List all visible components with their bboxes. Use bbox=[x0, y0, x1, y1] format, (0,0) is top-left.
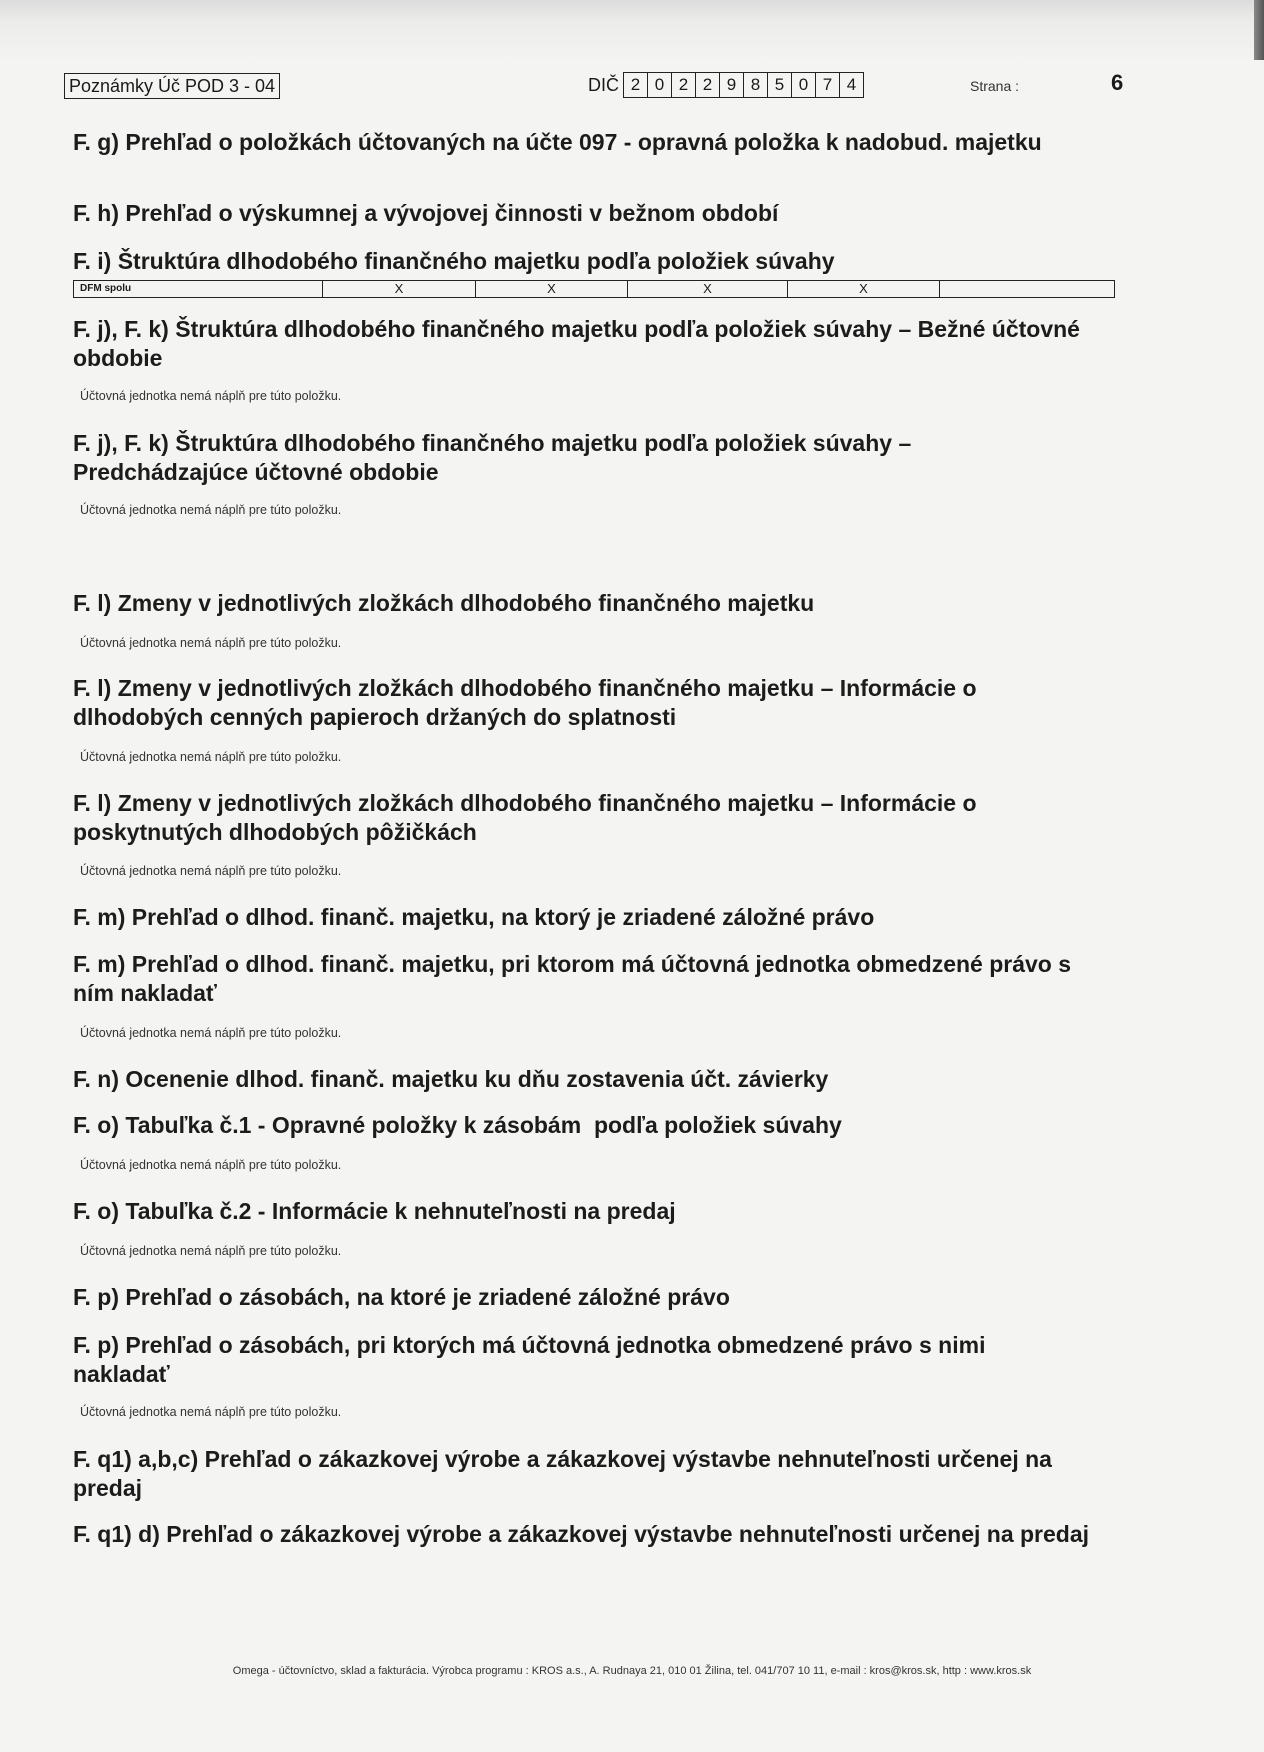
section-fp-limited-heading: F. p) Prehľad o zásobách, pri ktorých má účtovná jednotka obmedzené právo s nimi nakladať bbox=[73, 1332, 986, 1387]
tax-id-digit: 9 bbox=[720, 73, 744, 97]
section-fq1-d-heading: F. q1) d) Prehľad o zákazkovej výrobe a zákazkovej výstavbe nehnuteľnosti určenej na predaj bbox=[73, 1521, 1090, 1547]
section-fn-heading: F. n) Ocenenie dlhod. finanč. majetku ku dňu zostavenia účt. závierky bbox=[73, 1066, 829, 1092]
footer: Omega - účtovníctvo, sklad a fakturácia. Výrobca programu : KROS a.s., A. Rudnaya 21, 010 01 Žilina, tel. 041/707 10 11, e-mail : kros@kros.sk, http : www.kros.sk bbox=[232, 1665, 1032, 1677]
tax-id-digit: 2 bbox=[672, 73, 696, 97]
tax-id-label: DIČ bbox=[588, 74, 619, 95]
section-fm-limited-heading: F. m) Prehľad o dlhod. finanč. majetku, pri ktorom má účtovná jednotka obmedzené právo s ním nakladať bbox=[73, 951, 1072, 1006]
section-fm-pledge-heading: F. m) Prehľad o dlhod. finanč. majetku, na ktorý je zriadené záložné právo bbox=[73, 904, 875, 930]
empty-note: Účtovná jednotka nemá náplň pre túto položku. bbox=[80, 864, 342, 878]
section-fl-securities-heading: F. l) Zmeny v jednotlivých zložkách dlhodobého finančného majetku – Informácie o dlhodobých cenných papieroch držaných do splatnosti bbox=[73, 675, 977, 730]
page-label: Strana : bbox=[970, 78, 1020, 94]
dfm-table bbox=[73, 280, 1115, 298]
dfm-table-label: DFM spolu bbox=[74, 281, 323, 297]
tax-id-digit: 2 bbox=[624, 73, 648, 97]
tax-id-digit: 2 bbox=[696, 73, 720, 97]
section-fp-pledge-heading: F. p) Prehľad o zásobách, na ktoré je zriadené záložné právo bbox=[73, 1284, 730, 1310]
section-fl-loans-heading: F. l) Zmeny v jednotlivých zložkách dlhodobého finančného majetku – Informácie o poskytnutých dlhodobých pôžičkách bbox=[73, 790, 977, 845]
section-fq1-abc-heading: F. q1) a,b,c) Prehľad o zákazkovej výrobe a zákazkovej výstavbe nehnuteľnosti určenej na predaj bbox=[73, 1446, 1052, 1501]
empty-note: Účtovná jednotka nemá náplň pre túto položku. bbox=[80, 750, 342, 764]
empty-note: Účtovná jednotka nemá náplň pre túto položku. bbox=[80, 636, 342, 650]
dfm-table-cell: X bbox=[323, 281, 476, 297]
tax-id-digit: 0 bbox=[648, 73, 672, 97]
tax-id-digit: 0 bbox=[792, 73, 816, 97]
empty-note: Účtovná jednotka nemá náplň pre túto položku. bbox=[80, 1026, 342, 1040]
section-fo1-heading: F. o) Tabuľka č.1 - Opravné položky k zásobám podľa položiek súvahy bbox=[73, 1112, 842, 1138]
tax-id-digit: 8 bbox=[744, 73, 768, 97]
section-fjk-previous-heading: F. j), F. k) Štruktúra dlhodobého finančného majetku podľa položiek súvahy – Predchádzajúce účtovné obdobie bbox=[73, 430, 912, 485]
section-fl-heading: F. l) Zmeny v jednotlivých zložkách dlhodobého finančného majetku bbox=[73, 590, 815, 616]
empty-note: Účtovná jednotka nemá náplň pre túto položku. bbox=[80, 389, 342, 403]
page-number: 6 bbox=[1111, 70, 1124, 95]
tax-id bbox=[588, 72, 864, 98]
section-fi-heading: F. i) Štruktúra dlhodobého finančného majetku podľa položiek súvahy bbox=[73, 248, 835, 274]
empty-note: Účtovná jednotka nemá náplň pre túto položku. bbox=[80, 1244, 342, 1258]
empty-note: Účtovná jednotka nemá náplň pre túto položku. bbox=[80, 1405, 342, 1419]
section-fjk-current-heading: F. j), F. k) Štruktúra dlhodobého finančného majetku podľa položiek súvahy – Bežné účtovné obdobie bbox=[73, 316, 1080, 371]
dfm-table-cell: X bbox=[788, 281, 940, 297]
document-code: Poznámky Úč POD 3 - 04 bbox=[64, 73, 280, 99]
empty-note: Účtovná jednotka nemá náplň pre túto položku. bbox=[80, 503, 342, 517]
tax-id-boxes bbox=[623, 72, 864, 98]
dfm-table-cell: X bbox=[628, 281, 788, 297]
section-fo2-heading: F. o) Tabuľka č.2 - Informácie k nehnuteľnosti na predaj bbox=[73, 1198, 676, 1224]
section-fg-heading: F. g) Prehľad o položkách účtovaných na účte 097 - opravná položka k nadobud. majetku bbox=[73, 129, 1042, 155]
dfm-table-cell: X bbox=[476, 281, 628, 297]
tax-id-digit: 5 bbox=[768, 73, 792, 97]
tax-id-digit: 7 bbox=[816, 73, 840, 97]
section-fh-heading: F. h) Prehľad o výskumnej a vývojovej činnosti v bežnom období bbox=[73, 200, 779, 226]
tax-id-digit: 4 bbox=[846, 75, 857, 94]
dfm-table-cell bbox=[940, 281, 1114, 297]
empty-note: Účtovná jednotka nemá náplň pre túto položku. bbox=[80, 1158, 342, 1172]
